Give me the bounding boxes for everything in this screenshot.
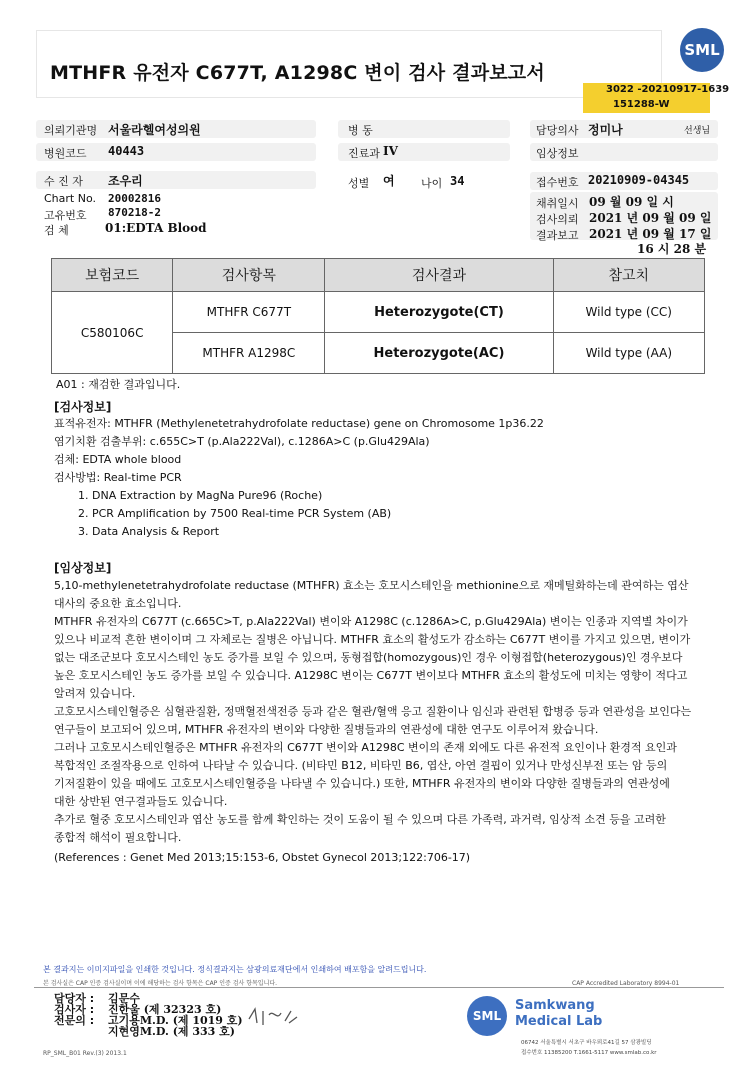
reported-label: 결과보고 — [536, 229, 579, 242]
manager-label: 담당자 : — [54, 992, 95, 1005]
company-name-2: Medical Lab — [515, 1014, 603, 1029]
table-row — [52, 292, 705, 333]
test-info-line: 2. PCR Amplification by 7500 Real-time PCR System (AB) — [78, 507, 392, 520]
references-line: (References : Genet Med 2013;15:153-6, Obstet Gynecol 2013;122:706-17) — [54, 851, 471, 864]
requested-value: 2021 년 09 월 09 일 — [589, 211, 712, 225]
specialist-2: 지현영M.D. (제 333 호) — [108, 1025, 235, 1038]
doctor-value: 정미나 — [588, 123, 623, 137]
reported-time: 16 시 28 분 — [637, 242, 707, 256]
cap-text: CAP Accredited Laboratory 8994-01 — [572, 980, 680, 987]
header-item: 검사항목 — [173, 259, 325, 292]
dept-value: IV — [383, 144, 398, 158]
test-info-line: 3. Data Analysis & Report — [78, 525, 220, 538]
header-result: 검사결과 — [325, 259, 553, 292]
chart-label: Chart No. — [44, 192, 96, 205]
receipt-label: 접수번호 — [536, 176, 579, 189]
id-value: 870218-2 — [108, 206, 161, 219]
age-label: 나이 — [421, 177, 443, 190]
clinical-line: 있으나 비교적 흔한 변이이며 그 자체로는 질병은 아닙니다. MTHFR 효소의 활성도가 감소하는 C677T 변이를 가지고 있으면, 변이가 — [54, 633, 691, 646]
id-label: 고유번호 — [44, 209, 87, 222]
ward-label: 병 동 — [348, 124, 373, 137]
doc-id-line1: 3022 -20210917-1639 — [606, 84, 730, 95]
clinical-info-heading: [임상정보] — [54, 561, 112, 575]
report-title: MTHFR 유전자 C677T, A1298C 변이 검사 결과보고서 — [50, 62, 545, 84]
specialist-1: 고기용M.D. (제 1019 호) — [108, 1014, 243, 1027]
test-info-line: 검체: EDTA whole blood — [54, 453, 182, 466]
test-result: Heterozygote(CT) — [325, 292, 553, 333]
test-item: MTHFR A1298C — [173, 333, 325, 374]
receipt-value: 20210909-04345 — [588, 173, 690, 187]
test-item: MTHFR C677T — [173, 292, 325, 333]
specimen-value: 01:EDTA Blood — [105, 221, 207, 235]
clinical-label: 임상정보 — [536, 147, 579, 160]
footer-divider — [34, 987, 724, 988]
clinical-line: 대사의 중요한 효소입니다. — [54, 597, 182, 610]
company-logo-icon: SML — [467, 996, 507, 1036]
table-header-row — [52, 259, 705, 292]
reported-value: 2021 년 09 월 17 일 — [589, 227, 712, 241]
clinical-line: 기저질환이 있을 때에도 고호모시스테인혈증을 나타낼 수 있습니다.) 또한, MTHFR 유전자의 변이와 다양한 질병들과의 연관성에 — [54, 777, 670, 790]
company-contact: 접수번호 11385200 T.1661-5117 www.smlab.co.kr — [521, 1050, 657, 1056]
clinical-line: 추가로 혈중 호모시스테인과 엽산 농도를 함께 확인하는 것이 도움이 될 수 있으며 다른 가족력, 과거력, 임상적 소견 등을 고려한 — [54, 813, 666, 826]
hospital-code-label: 병원코드 — [44, 147, 87, 160]
form-code: RP_SML_B01 Rev.(3) 2013.1 — [43, 1050, 127, 1057]
clinical-line: 없는 대조군보다 호모시스테인 농도 증가를 보일 수 있으며, 동형접합(homozygous)인 경우 이형접합(heterozygous)인 경우보다 — [54, 651, 683, 664]
reference-value: Wild type (CC) — [553, 292, 704, 333]
footer-small-notice: 본 검사실은 CAP 인증 검사실이며 이에 해당하는 검사 항목은 CAP 인증 검사 항목입니다. — [43, 980, 278, 987]
hospital-code-value: 40443 — [108, 144, 145, 158]
sex-value: 여 — [383, 174, 395, 188]
collected-label: 채취일시 — [536, 197, 579, 210]
retest-note: A01 : 재검한 결과입니다. — [56, 378, 181, 391]
tester-label: 검사자 : — [54, 1003, 95, 1016]
specimen-label: 검 체 — [44, 224, 69, 237]
manager-value: 김문수 — [108, 992, 140, 1005]
age-value: 34 — [450, 174, 465, 188]
signature-image — [245, 1003, 301, 1029]
clinical-line: 복합적인 조절작용으로 인하여 나타날 수 있습니다. (비타민 B12, 비타민 B6, 엽산, 아연 결핍이 있거나 만성신부전 또는 암 등의 — [54, 759, 668, 772]
company-address: 06742 서울특별시 서초구 바우뫼로41길 57 삼광빌딩 — [521, 1040, 652, 1046]
company-name-1: Samkwang — [515, 998, 595, 1013]
test-info-line: 염기치환 검출부위: c.655C>T (p.Ala222Val), c.1286A>C (p.Glu429Ala) — [54, 435, 430, 448]
header-reference: 참고치 — [553, 259, 704, 292]
sml-logo: SML — [680, 28, 724, 72]
institution-label: 의뢰기관명 — [44, 124, 98, 137]
result-table — [51, 258, 705, 374]
clinical-line: 연구들이 보고되어 있으며, MTHFR 유전자의 변이와 다양한 질병들과의 연관성에 대한 연구도 이루어져 왔습니다. — [54, 723, 599, 736]
doctor-label: 담당의사 — [536, 124, 579, 137]
patient-value: 조우리 — [108, 174, 143, 188]
institution-value: 서울라헬여성의원 — [108, 123, 201, 137]
reference-value: Wild type (AA) — [553, 333, 704, 374]
sex-label: 성별 — [348, 177, 370, 190]
header-code: 보험코드 — [52, 259, 173, 292]
clinical-line: 그러나 고호모시스테인혈증은 MTHFR 유전자의 C677T 변이와 A1298C 변이의 존재 외에도 다른 유전적 요인이나 환경적 요인과 — [54, 741, 677, 754]
patient-label: 수 진 자 — [44, 175, 83, 188]
test-info-line: 표적유전자: MTHFR (Methylenetetrahydrofolate reductase) gene on Chromosome 1p36.22 — [54, 417, 544, 430]
specialist-label: 전문의 : — [54, 1014, 95, 1027]
collected-value: 09 월 09 일 시 — [589, 195, 674, 209]
test-info-line: 1. DNA Extraction by MagNa Pure96 (Roche) — [78, 489, 323, 502]
clinical-line: 높은 호모시스테인 농도 증가를 보일 수 있습니다. A1298C 변이는 C677T 변이보다 MTHFR 효소의 활성도에 미치는 영향이 적다고 — [54, 669, 688, 682]
clinical-line: 고호모시스테인혈증은 심혈관질환, 정맥혈전색전증 등과 같은 혈관/혈액 응고 질환이나 임신과 관련된 합병증 등과 연관성을 보인다는 — [54, 705, 692, 718]
clinical-line: 대한 상반된 연구결과들도 있습니다. — [54, 795, 228, 808]
test-info-heading: [검사정보] — [54, 400, 112, 414]
clinical-line: 종합적 해석이 필요합니다. — [54, 831, 182, 844]
chart-value: 20002816 — [108, 192, 161, 205]
requested-label: 검사의뢰 — [536, 213, 579, 226]
doctor-suffix: 선생님 — [684, 126, 711, 136]
insurance-code: C580106C — [52, 292, 173, 374]
clinical-line: 5,10-methylenetetrahydrofolate reductase (MTHFR) 효소는 호모시스테인을 methionine으로 재메틸화하는데 관여하는 엽산 — [54, 579, 689, 592]
test-info-line: 검사방법: Real-time PCR — [54, 471, 182, 484]
dept-label: 진료과 — [348, 147, 380, 160]
clinical-line: 알려져 있습니다. — [54, 687, 136, 700]
doc-id-line2: 151288-W — [613, 99, 670, 110]
clinical-line: MTHFR 유전자의 C677T (c.665C>T, p.Ala222Val) 변이와 A1298C (c.1286A>C, p.Glu429Ala) 변이는 인종과 지역별 차이가 — [54, 615, 688, 628]
footer-notice: 본 결과지는 이미지파일을 인쇄한 것입니다. 정식결과지는 삼광의료재단에서 인쇄하여 배포함을 알려드립니다. — [43, 965, 427, 974]
test-result: Heterozygote(AC) — [325, 333, 553, 374]
tester-value: 진한울 (제 32323 호) — [108, 1003, 222, 1016]
